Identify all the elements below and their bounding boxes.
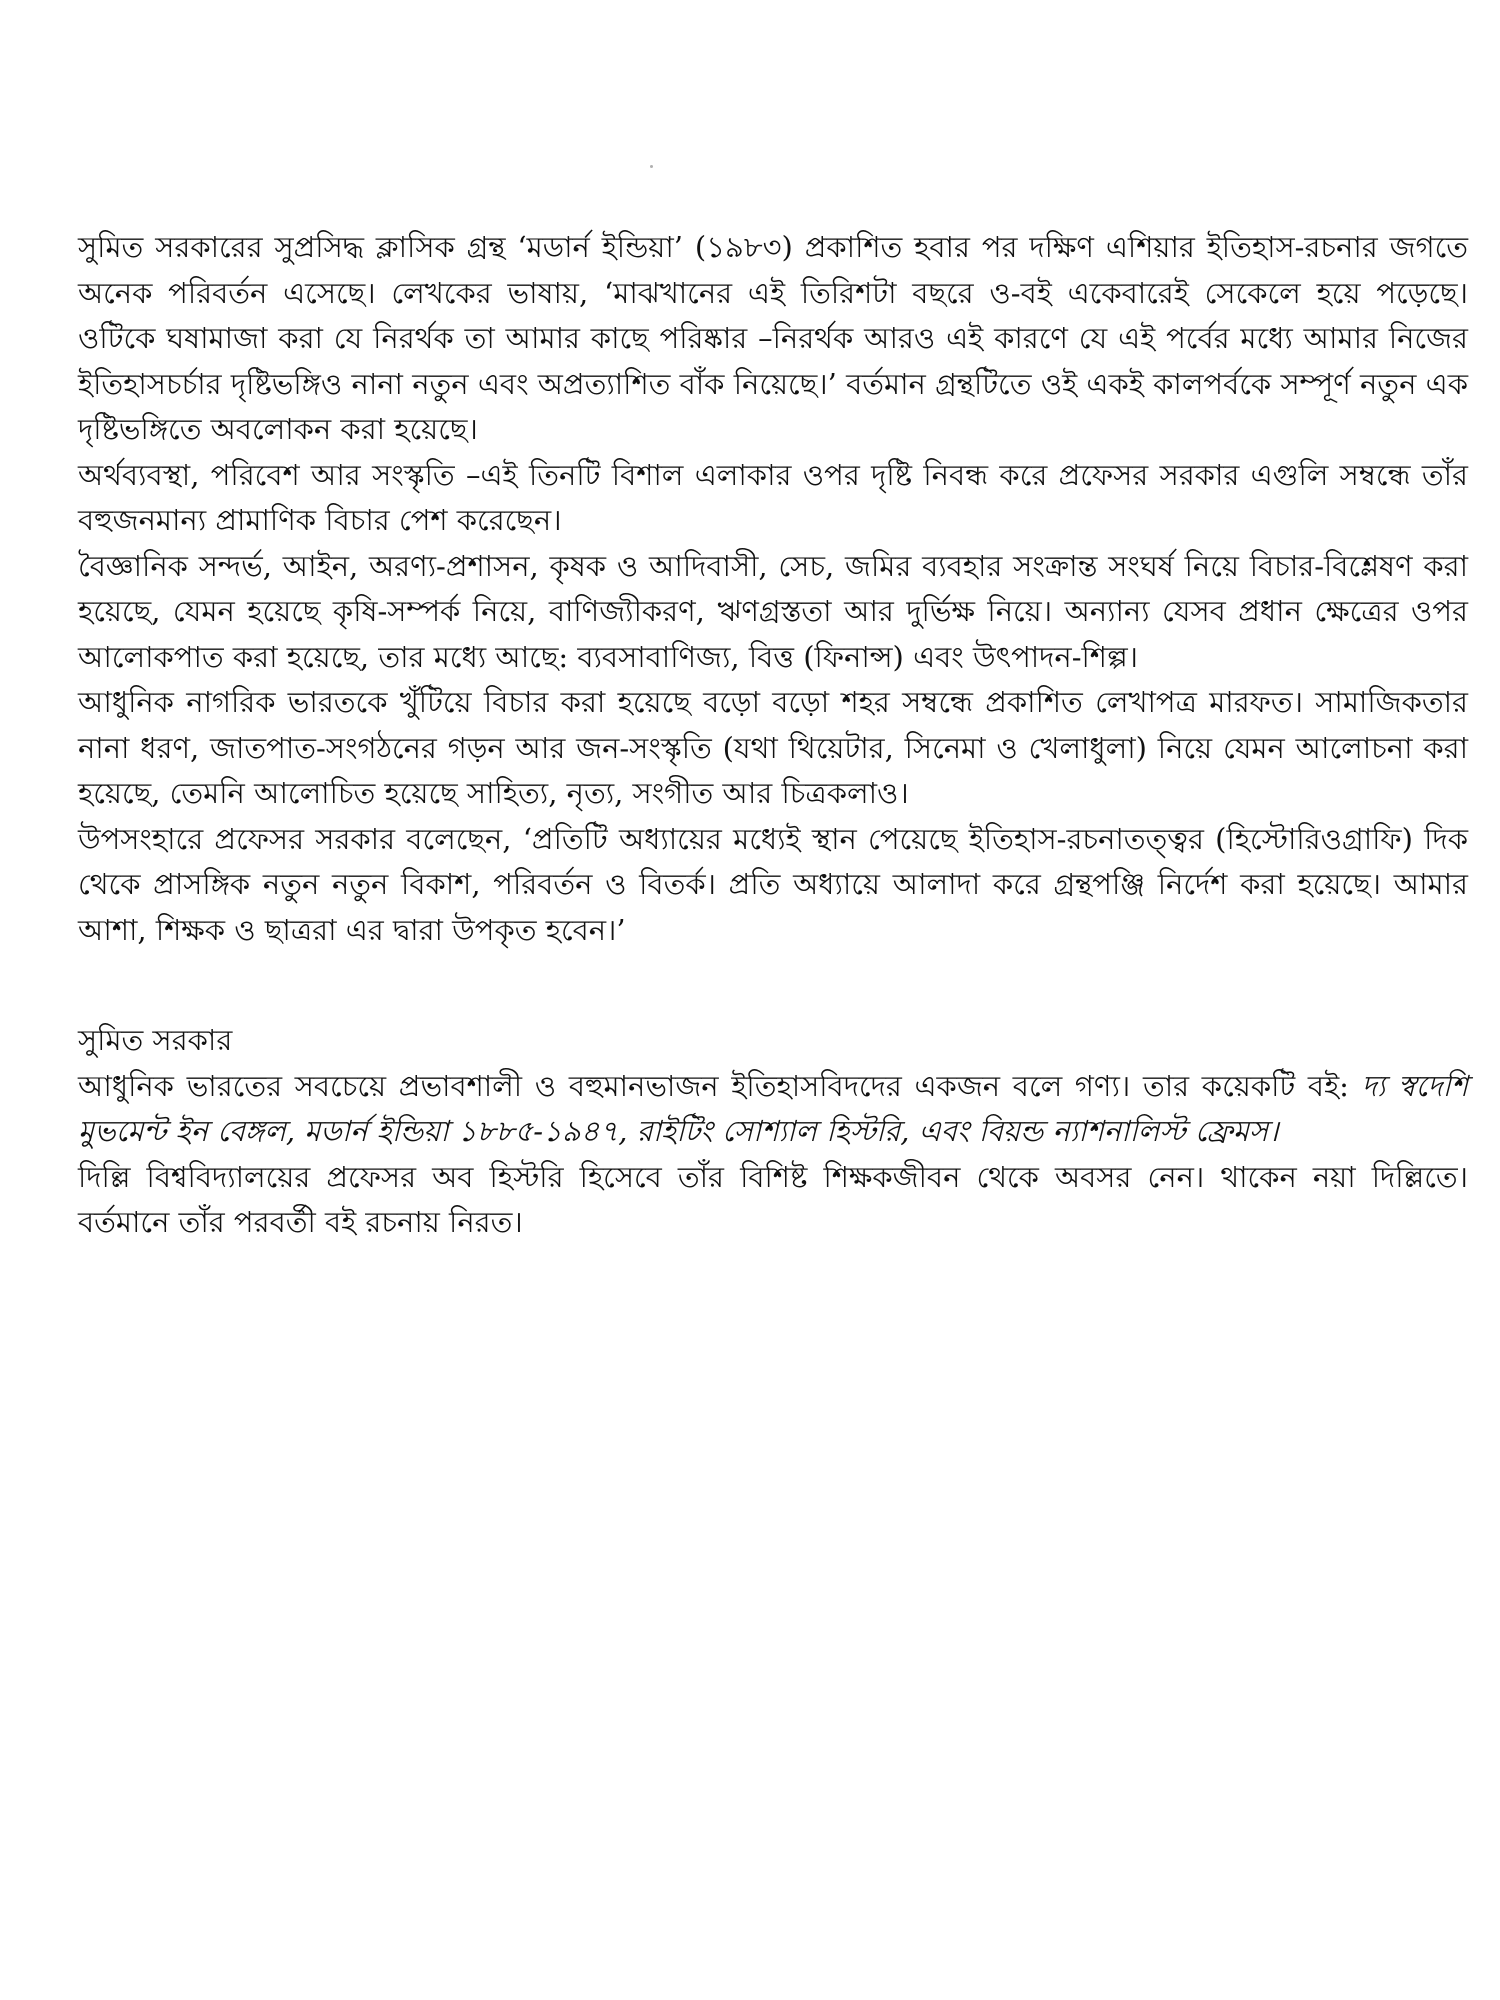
blurb-paragraph-intro: সুমিত সরকারের সুপ্রসিদ্ধ ক্লাসিক গ্রন্থ ‘মডার্ন ইন্ডিয়া’ (১৯৮৩) প্রকাশিত হবার পর দক্ষিণ এশিয়ার ইতিহাস-রচনার জগতে অনেক পরিবর্তন এসেছে। লেখকের ভাষায়, ‘মাঝখানের এই তিরিশটা বছরে ও-বই একেবারেই সেকেলে হয়ে পড়েছে। ওটিকে ঘষামাজা করা যে নিরর্থক তা আমার কাছে পরিষ্কার –নিরর্থক আরও এই কারণে যে এই পর্বের মধ্যে আমার নিজের ইতিহাসচর্চার দৃষ্টিভঙ্গিও নানা নতুন এবং অপ্রত্যাশিত বাঁক নিয়েছে।’ বর্তমান গ্রন্থটিতে ওই একই কালপর্বকে সম্পূর্ণ নতুন এক দৃষ্টিভঙ্গিতে অবলোকন করা হয়েছে। bbox=[78, 230, 1468, 446]
blurb-paragraph-conclusion: উপসংহারে প্রফেসর সরকার বলেছেন, ‘প্রতিটি অধ্যায়ের মধ্যেই স্থান পেয়েছে ইতিহাস-রচনাতত্ত্বর (হিস্টোরিওগ্রাফি) দিক থেকে প্রাসঙ্গিক নতুন নতুন বিকাশ, পরিবর্তন ও বিতর্ক। প্রতি অধ্যায়ে আলাদা করে গ্রন্থপঞ্জি নির্দেশ করা হয়েছে। আমার আশা, শিক্ষক ও ছাত্ররা এর দ্বারা উপকৃত হবেন।’ bbox=[78, 821, 1468, 947]
section-gap bbox=[78, 953, 1468, 1018]
blurb-paragraph-themes: অর্থব্যবস্থা, পরিবেশ আর সংস্কৃতি –এই তিনটি বিশাল এলাকার ওপর দৃষ্টি নিবন্ধ করে প্রফেসর সরকার এগুলি সম্বন্ধে তাঁর বহুজনমান্য প্রামাণিক বিচার পেশ করেছেন। bbox=[78, 457, 1468, 537]
author-name: সুমিত সরকার bbox=[78, 1023, 233, 1057]
author-books: দ্য স্বদেশি মুভমেন্ট ইন বেঙ্গল, মডার্ন ইন্ডিয়া ১৮৮৫-১৯৪৭, রাইটিং সোশ্যাল হিস্টরি, এবং বিয়ন্ড ন্যাশনালিস্ট ফ্রেমস। bbox=[78, 1068, 1469, 1148]
blurb-paragraph-economy: বৈজ্ঞানিক সন্দর্ভ, আইন, অরণ্য-প্রশাসন, কৃষক ও আদিবাসী, সেচ, জমির ব্যবহার সংক্রান্ত সংঘর্ষ নিয়ে বিচার-বিশ্লেষণ করা হয়েছে, যেমন হয়েছে কৃষি-সম্পর্ক নিয়ে, বাণিজ্যীকরণ, ঋণগ্রস্ততা আর দুর্ভিক্ষ নিয়ে। অন্যান্য যেসব প্রধান ক্ষেত্রের ওপর আলোকপাত করা হয়েছে, তার মধ্যে আছে: ব্যবসাবাণিজ্য, বিত্ত (ফিনান্স) এবং উৎপাদন-শিল্প। bbox=[78, 548, 1468, 674]
author-bio-intro: আধুনিক ভারতের সবচেয়ে প্রভাবশালী ও বহুমানভাজন ইতিহাসবিদদের একজন বলে গণ্য। তার কয়েকটি বই: bbox=[78, 1068, 1362, 1103]
back-cover-text bbox=[78, 225, 1468, 1246]
blurb-paragraph-culture: আধুনিক নাগরিক ভারতকে খুঁটিয়ে বিচার করা হয়েছে বড়ো বড়ো শহর সম্বন্ধে প্রকাশিত লেখাপত্র মারফত। সামাজিকতার নানা ধরণ, জাতপাত-সংগঠনের গড়ন আর জন-সংস্কৃতি (যথা থিয়েটার, সিনেমা ও খেলাধুলা) নিয়ে যেমন আলোচনা করা হয়েছে, তেমনি আলোচিত হয়েছে সাহিত্য, নৃত্য, সংগীত আর চিত্রকলাও। bbox=[78, 685, 1468, 810]
author-career: দিল্লি বিশ্ববিদ্যালয়ের প্রফেসর অব হিস্টরি হিসেবে তাঁর বিশিষ্ট শিক্ষকজীবন থেকে অবসর নেন। থাকেন নয়া দিল্লিতে। বর্তমানে তাঁর পরবর্তী বই রচনায় নিরত। bbox=[78, 1159, 1468, 1239]
paper-speck bbox=[650, 165, 653, 168]
author-bio bbox=[78, 1064, 1468, 1155]
